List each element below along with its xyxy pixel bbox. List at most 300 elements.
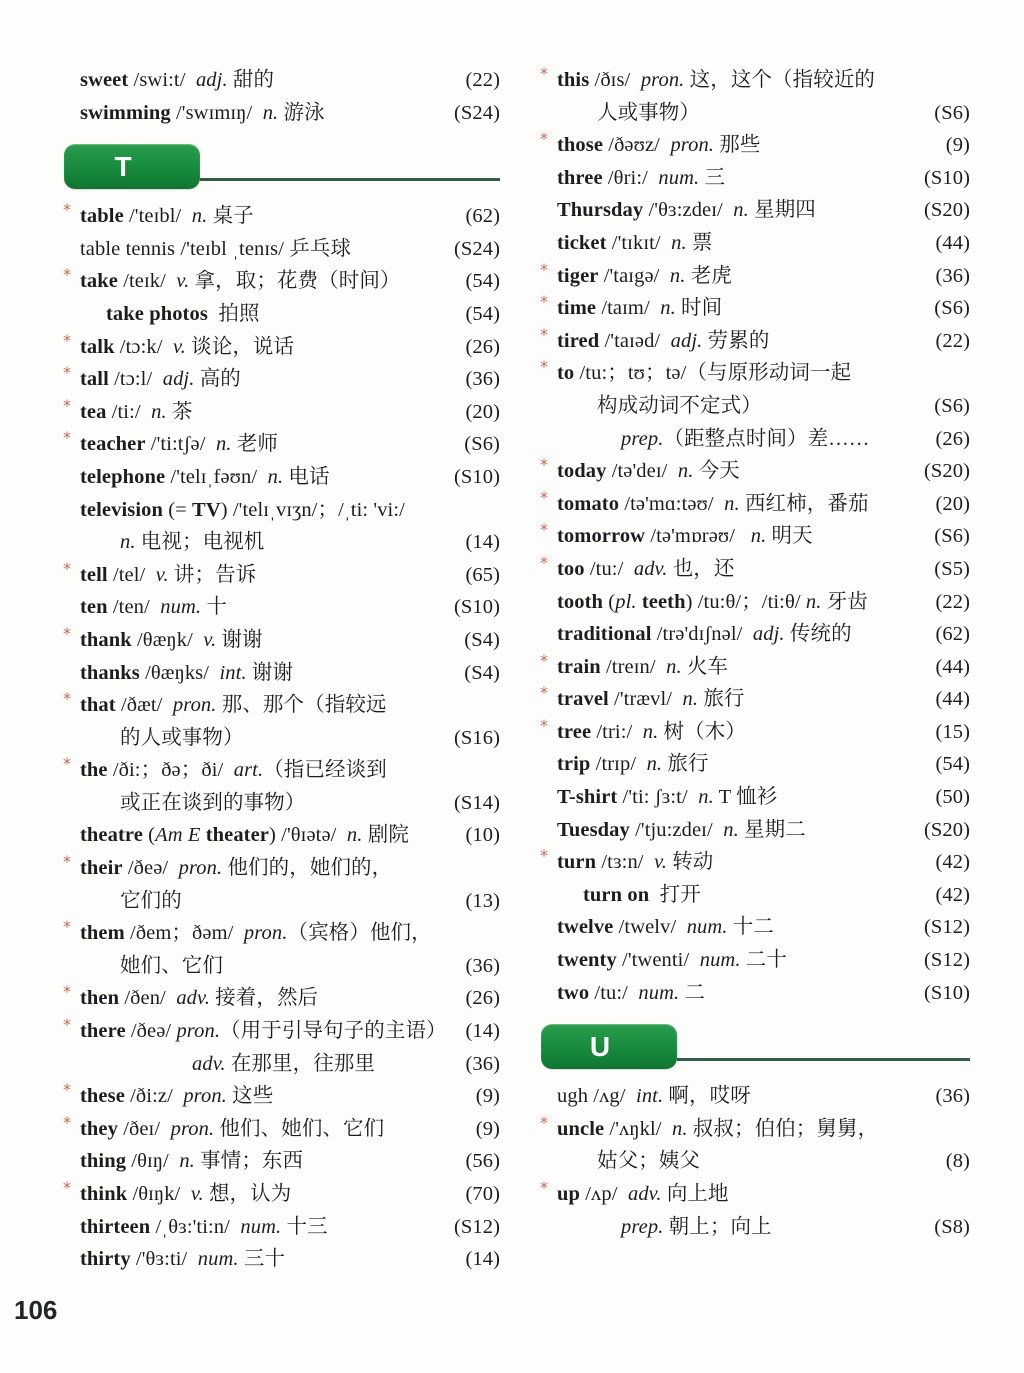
page-ref: (S10): [453, 596, 500, 619]
pos-label: n.: [262, 101, 279, 124]
text-run: 三十: [238, 1248, 286, 1271]
page-ref: (65): [465, 563, 500, 586]
entry-text: [80, 64, 274, 97]
key-word-asterisk: *: [63, 917, 72, 937]
text-run: /'teɪbl/: [123, 205, 192, 228]
entry-line: [63, 428, 500, 461]
entry-row: [63, 200, 500, 233]
headword: uncle: [557, 1117, 605, 1140]
entry-text: [557, 781, 777, 814]
headword: up: [557, 1183, 581, 1205]
pos-label: adj.: [670, 329, 703, 352]
entry-text: [80, 1243, 285, 1276]
text-run: 西红柿，番茄: [739, 492, 869, 515]
page-ref: (62): [935, 623, 970, 646]
text-run: /taɪm/: [596, 297, 661, 320]
entry-line: [80, 494, 500, 527]
key-word-asterisk: *: [540, 64, 549, 83]
text-run: 高的: [194, 368, 241, 391]
headword: three: [557, 166, 603, 189]
key-word-asterisk: *: [540, 455, 549, 475]
page-ref: (9): [475, 1085, 500, 1108]
text-run: 它们的: [120, 889, 182, 912]
text-run: ) /'θɪətə/: [269, 824, 347, 847]
headword: tooth: [557, 590, 604, 613]
page-ref: (44): [935, 231, 970, 254]
text-run: /ðeə/: [122, 857, 179, 880]
text-run: 或正在谈到的事物）: [120, 791, 306, 814]
page-ref: (36): [465, 954, 500, 977]
entry-line: [540, 715, 970, 749]
page-ref: (62): [465, 205, 500, 228]
page-ref: (S8): [934, 1215, 970, 1238]
entry-row: [557, 162, 970, 195]
pos-label: adv.: [176, 987, 210, 1010]
text-run: 十二: [727, 916, 774, 939]
text-run: /θri:/: [602, 166, 659, 189]
key-word-asterisk: *: [63, 852, 72, 872]
headword: there: [80, 1020, 126, 1043]
entry-row: [80, 657, 500, 690]
entry-line: [540, 683, 970, 716]
pos-label: n.: [191, 205, 208, 228]
text-run: /ðæt/: [115, 694, 173, 717]
pos-label: v.: [190, 1183, 204, 1205]
headword: twenty: [557, 949, 617, 972]
entry-row: [540, 715, 970, 749]
page-ref: (26): [465, 987, 500, 1010]
entry-line: [63, 558, 500, 592]
text-run: 向上地: [661, 1183, 729, 1205]
entry-line: [540, 455, 970, 488]
pos-label: n.: [682, 688, 699, 711]
text-run: 这些: [226, 1085, 274, 1108]
text-run: （用于引导句子的主语）: [220, 1020, 447, 1043]
entry-line: [540, 129, 970, 162]
entry-line: [540, 1178, 970, 1211]
pos-label: n.: [267, 465, 284, 488]
entry-line: [557, 748, 970, 781]
pos-label: n.: [346, 824, 363, 847]
page-ref: (54): [465, 302, 500, 325]
entry-text: [557, 553, 735, 586]
page-ref: (36): [935, 264, 970, 287]
text-run: 叔叔；伯伯；舅舅，: [687, 1117, 879, 1140]
pos-label: n.: [151, 400, 167, 423]
text-run: 他们、她们、它们: [214, 1117, 385, 1140]
key-word-asterisk: *: [63, 265, 72, 285]
text-run: 谢谢: [216, 628, 263, 651]
headword: TV: [192, 498, 221, 521]
pos-label: prep.: [621, 1215, 664, 1238]
key-word-asterisk: *: [540, 520, 549, 540]
entry-row: [540, 129, 970, 162]
text-run: 讲；告诉: [168, 563, 257, 586]
entry-line: [63, 623, 500, 657]
headword: theatre: [80, 824, 143, 847]
page-ref: (70): [465, 1183, 500, 1205]
pos-label: n.: [669, 264, 686, 287]
pos-label: adv.: [627, 1183, 662, 1205]
headword: ticket: [557, 231, 607, 254]
entry-row: [557, 618, 970, 651]
entry-text: [80, 917, 432, 950]
pos-label: prep.: [621, 427, 664, 450]
pos-label: adj.: [162, 368, 195, 391]
entry-row: [80, 97, 500, 130]
headword: thanks: [80, 661, 140, 684]
entry-row: [557, 944, 970, 977]
text-run: /ˌθɜ:'ti:n/: [150, 1215, 241, 1238]
pos-label: n.: [733, 199, 749, 222]
key-word-asterisk: *: [540, 324, 549, 344]
entry-text: [557, 651, 728, 684]
entry-line: [80, 950, 500, 983]
key-word-asterisk: *: [63, 1080, 72, 1100]
entry-line: [557, 423, 970, 456]
pos-label: n.: [179, 1150, 195, 1173]
page-ref: (42): [935, 883, 970, 906]
text-run: 明天: [766, 525, 813, 548]
key-word-asterisk: *: [63, 558, 72, 578]
entry-line: [557, 944, 970, 977]
entry-line: [80, 885, 500, 918]
entry-line: [557, 586, 970, 619]
entry-text: [597, 1145, 700, 1178]
text-run: 人或事物）: [597, 101, 700, 124]
text-run: /tɔ:k/: [114, 335, 173, 358]
headword: this: [557, 69, 590, 91]
text-run: /'swɪmɪŋ/: [170, 101, 263, 124]
pos-label: pron.: [243, 922, 288, 945]
text-run: /tu:；tʊ；tə/（与原形动词一起: [574, 362, 852, 385]
text-run: 二: [679, 981, 706, 1004]
entry-text: [80, 265, 401, 298]
glossary-column-right: [540, 64, 970, 1276]
text-run: 劳累的: [702, 329, 770, 352]
entry-text: [557, 814, 806, 847]
headword: tea: [80, 400, 107, 423]
entry-line: [63, 917, 500, 950]
entry-line: [557, 781, 970, 814]
key-word-asterisk: *: [63, 395, 72, 415]
key-word-asterisk: *: [540, 487, 549, 507]
page-ref: (10): [465, 824, 500, 847]
entry-text: [120, 526, 264, 559]
entry-line: [557, 1145, 970, 1178]
entry-text: [80, 461, 330, 494]
entry-row: [80, 494, 500, 559]
entry-line: [80, 526, 500, 559]
entry-row: [540, 683, 970, 716]
text-run: 星期二: [738, 818, 806, 841]
text-run: /trə'dɪʃnəl/: [651, 623, 753, 646]
entry-line: [80, 233, 500, 266]
entry-text: [557, 64, 875, 97]
text-run: 事情；东西: [194, 1150, 304, 1173]
pos-label: pron.: [640, 69, 685, 91]
section-header-U: [541, 1024, 970, 1069]
entry-row: [63, 852, 500, 917]
headword: traditional: [557, 623, 652, 646]
key-word-asterisk: *: [540, 292, 549, 312]
text-run: 票: [686, 231, 713, 254]
key-word-asterisk: *: [63, 1112, 72, 1132]
entry-line: [63, 754, 500, 787]
text-run: 那、那个（指较远: [216, 694, 387, 717]
text-run: /teɪk/: [117, 270, 177, 293]
pos-label: pron.: [176, 1020, 221, 1043]
page-ref: (S12): [923, 949, 970, 972]
text-run: 火车: [681, 655, 729, 678]
entry-text: [80, 657, 293, 690]
headword: take: [80, 270, 118, 293]
key-word-asterisk: *: [63, 754, 72, 774]
text-run: 构成动词不定式）: [597, 394, 762, 417]
pos-label: num.: [197, 1248, 239, 1271]
key-word-asterisk: *: [63, 1178, 72, 1197]
entry-text: [80, 331, 294, 364]
text-run: /'θɜ:zdeɪ/: [643, 199, 734, 222]
text-run: 这，这个（指较近的: [684, 69, 876, 91]
entry-text: [557, 586, 868, 619]
text-run: 甜的: [227, 69, 275, 91]
entry-row: [557, 194, 970, 227]
text-run: /tu:/: [589, 981, 639, 1004]
headword: turn: [557, 851, 597, 874]
text-run: /swi:t/: [128, 69, 196, 91]
pos-label: n.: [642, 720, 659, 743]
entry-line: [80, 64, 500, 97]
entry-text: [192, 1048, 375, 1081]
entry-line: [80, 657, 500, 690]
entry-row: [63, 363, 500, 396]
headword: sweet: [80, 69, 129, 91]
pos-label: v.: [172, 335, 186, 358]
page-ref: (S20): [923, 818, 970, 841]
entry-row: [80, 1145, 500, 1178]
text-run: /θɪŋk/: [127, 1183, 191, 1205]
headword: tomorrow: [557, 525, 646, 548]
entry-line: [557, 977, 970, 1010]
page-ref: (S24): [453, 101, 500, 124]
section-letter: U: [589, 1030, 611, 1062]
page-ref: (S20): [923, 460, 970, 483]
text-run: /tel/: [107, 563, 156, 586]
pos-label: pron.: [183, 1085, 227, 1108]
page-ref: (S12): [453, 1215, 500, 1238]
page-ref: (20): [935, 492, 970, 515]
pos-label: v.: [155, 563, 169, 586]
text-run: table tennis /'teɪbl ˌtenɪs/ 乒乓球: [80, 237, 352, 260]
entry-row: [63, 917, 500, 982]
pos-label: adv.: [192, 1052, 226, 1075]
entry-text: [80, 1113, 384, 1146]
entry-row: [63, 1112, 500, 1146]
entry-row: [557, 748, 970, 781]
entry-row: [540, 64, 970, 129]
page-ref: (50): [935, 786, 970, 809]
headword: their: [80, 857, 123, 880]
page-ref: (56): [465, 1150, 500, 1173]
headword: thirteen: [80, 1215, 151, 1238]
text-run: 的人或事物）: [120, 726, 244, 749]
entry-row: [540, 324, 970, 358]
entry-row: [540, 292, 970, 325]
text-run: 想，认为: [203, 1183, 292, 1205]
pos-label: v.: [654, 851, 667, 874]
entry-line: [540, 292, 970, 325]
key-word-asterisk: *: [63, 200, 72, 220]
headword: teeth: [641, 590, 686, 613]
headword: those: [557, 134, 604, 157]
text-run: 打开: [649, 883, 701, 906]
page-ref: (44): [935, 655, 970, 678]
text-run: /ðɪs/: [589, 69, 641, 91]
entry-line: [540, 324, 970, 358]
entry-text: [557, 292, 722, 325]
entry-text: [557, 325, 769, 358]
entry-row: [557, 1080, 970, 1113]
pos-label: n.: [672, 1117, 688, 1140]
pos-label: num.: [658, 166, 700, 189]
text-run: 茶: [166, 400, 193, 423]
glossary-column-left: [63, 64, 500, 1276]
section-rule: [677, 1058, 970, 1061]
entry-row: [540, 1112, 970, 1178]
headword: they: [80, 1117, 118, 1140]
entry-line: [63, 363, 500, 396]
page-ref: (S4): [464, 628, 500, 651]
entry-row: [63, 558, 500, 592]
entry-text: [80, 1178, 291, 1211]
entry-line: [557, 390, 970, 423]
headword: table: [80, 205, 124, 228]
text-run: ) /tu:θ/；/ti:θ/: [685, 590, 806, 613]
text-run: /tə'deɪ/: [606, 460, 678, 483]
pos-label: n.: [724, 492, 740, 515]
entry-line: [63, 689, 500, 722]
text-run: 老虎: [685, 264, 732, 287]
text-run: /ðeɪ/: [117, 1117, 171, 1140]
page-ref: (20): [465, 400, 500, 423]
key-word-asterisk: *: [540, 1112, 549, 1132]
entry-row: [80, 819, 500, 852]
entry-text: [557, 911, 774, 944]
entry-text: [621, 1211, 772, 1244]
headword: thirty: [80, 1248, 131, 1271]
text-run: /θɪŋ/: [126, 1150, 180, 1173]
entry-row: [80, 1211, 500, 1244]
entry-text: [80, 396, 193, 429]
entry-text: [80, 97, 325, 130]
text-run: /θæŋk/: [131, 628, 204, 651]
pos-label: adj.: [195, 69, 228, 91]
text-run: /ði:z/: [124, 1085, 184, 1108]
page-ref: (S16): [453, 726, 500, 749]
headword: to: [557, 362, 575, 385]
page-ref: (S12): [923, 916, 970, 939]
entry-text: [557, 846, 713, 879]
entry-text: [80, 494, 405, 527]
text-run: 谢谢: [246, 661, 294, 684]
page-ref: (44): [935, 688, 970, 711]
text-run: /ðəʊz/: [603, 134, 671, 157]
key-word-asterisk: *: [540, 552, 549, 572]
page-ref: (14): [465, 1020, 500, 1043]
text-run: 朝上；向上: [663, 1215, 772, 1238]
text-run: /'θɜ:ti/: [130, 1248, 198, 1271]
entry-line: [80, 722, 500, 755]
headword: time: [557, 297, 597, 320]
text-run: （距整点时间）差……: [663, 427, 870, 450]
page-ref: (54): [465, 270, 500, 293]
entry-row: [540, 650, 970, 684]
entry-text: [583, 879, 701, 912]
text-run: 二十: [740, 949, 787, 972]
headword: think: [80, 1183, 128, 1205]
pos-label: n.: [646, 753, 663, 776]
entry-row: [557, 879, 970, 912]
key-word-asterisk: *: [540, 715, 549, 735]
entry-text: [80, 428, 278, 461]
page-ref: (36): [465, 368, 500, 391]
text-run: /'ti: ʃɜ:t/: [617, 786, 699, 809]
entry-row: [540, 552, 970, 586]
pos-label: n.: [723, 818, 739, 841]
headword: tall: [80, 368, 109, 391]
entry-text: [597, 97, 700, 130]
entry-row: [63, 1015, 500, 1080]
text-run: 他们的，她们的，: [222, 857, 393, 880]
key-word-asterisk: *: [540, 683, 549, 703]
entry-text: [557, 357, 851, 390]
pos-label: n.: [120, 531, 136, 554]
headword: too: [557, 557, 585, 580]
entry-text: [557, 748, 709, 781]
page-ref: (22): [465, 69, 500, 91]
text-run: 也，还: [667, 557, 735, 580]
text-run: （指已经谈到: [263, 759, 387, 782]
page-ref: (S6): [934, 525, 970, 548]
page-ref: (8): [945, 1150, 970, 1173]
text-run: 三: [699, 166, 726, 189]
text-run: /tɔ:l/: [108, 368, 163, 391]
entry-row: [540, 455, 970, 488]
pos-label: v.: [176, 270, 190, 293]
key-word-asterisk: *: [540, 129, 549, 149]
entry-line: [80, 591, 500, 624]
entry-line: [540, 259, 970, 293]
entry-text: [557, 260, 732, 293]
entry-row: [540, 520, 970, 553]
entry-line: [63, 330, 500, 364]
entry-line: [540, 846, 970, 879]
section-header-T: [64, 144, 500, 189]
page-ref: (S6): [464, 433, 500, 456]
headword: turn on: [583, 883, 650, 906]
section-tab-U: [541, 1024, 677, 1069]
entry-row: [63, 265, 500, 298]
page-ref: (14): [465, 531, 500, 554]
entry-line: [557, 1211, 970, 1244]
entry-line: [80, 1145, 500, 1178]
entry-text: [80, 233, 351, 266]
entry-row: [557, 977, 970, 1010]
entry-text: [557, 1178, 729, 1211]
entry-row: [63, 623, 500, 657]
entry-text: [80, 1015, 447, 1048]
